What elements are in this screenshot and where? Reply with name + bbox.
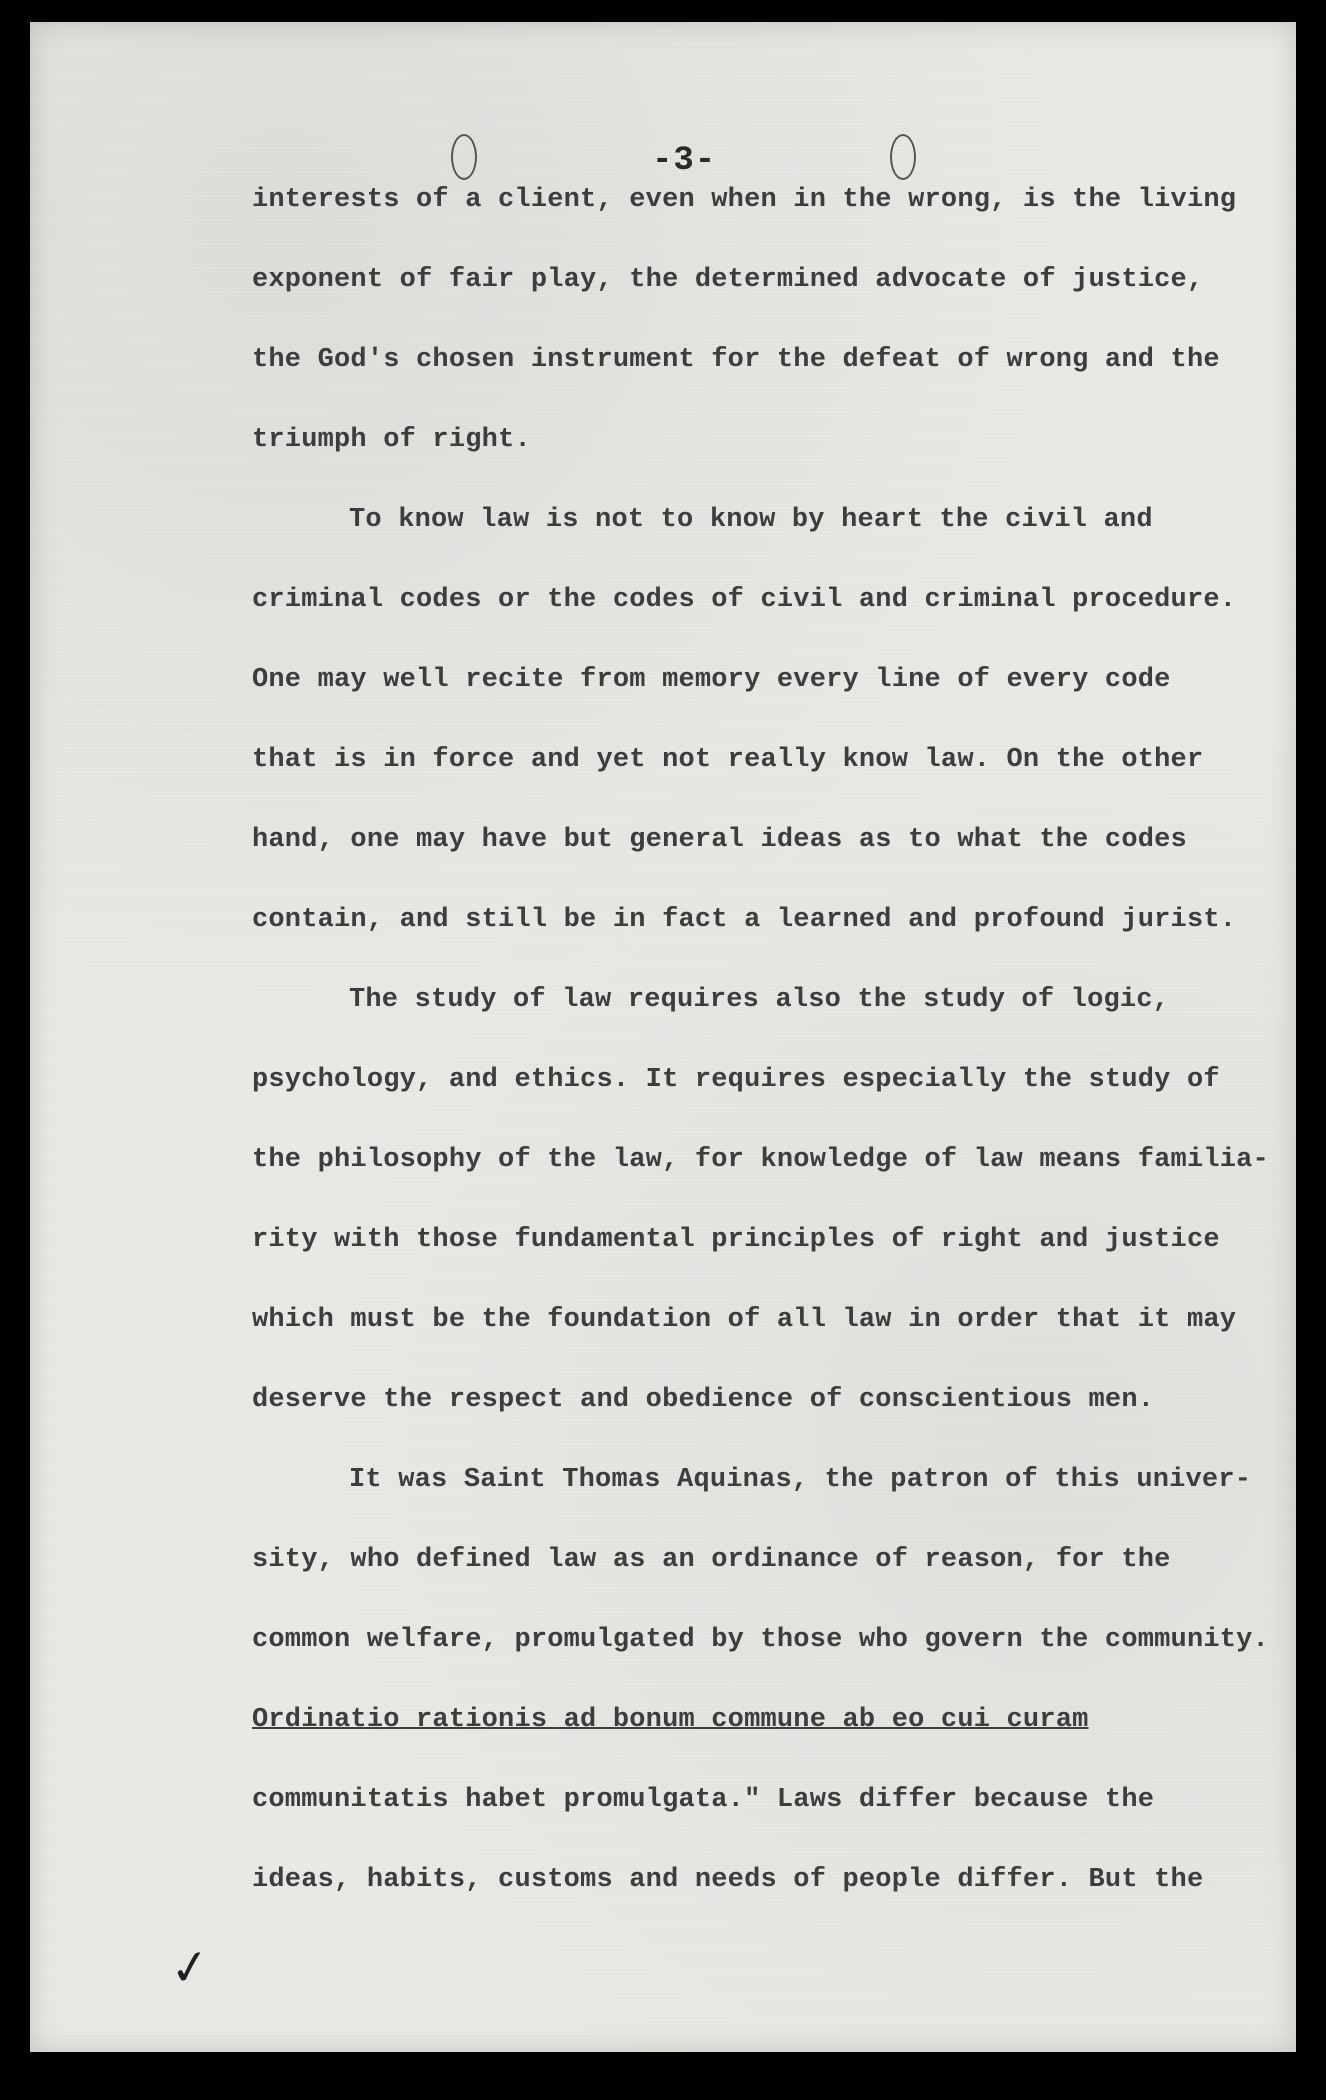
- text-line: the philosophy of the law, for knowledge of law means familia-: [252, 1145, 1269, 1175]
- text-line: sity, who defined law as an ordinance of reason, for the: [252, 1545, 1171, 1575]
- text-line: psychology, and ethics. It requires especially the study of: [252, 1065, 1220, 1095]
- checkmark-icon: ✓: [166, 1937, 214, 1999]
- text-line: the God's chosen instrument for the defeat of wrong and the: [252, 345, 1220, 375]
- text-line: exponent of fair play, the determined advocate of justice,: [252, 265, 1204, 295]
- text-line: rity with those fundamental principles of right and justice: [252, 1225, 1220, 1255]
- text-line: One may well recite from memory every line of every code: [252, 665, 1171, 695]
- latin-quote-line: Ordinatio rationis ad bonum commune ab eo cui curam: [252, 1705, 1089, 1735]
- text-line: deserve the respect and obedience of conscientious men.: [252, 1385, 1155, 1415]
- text-line: To know law is not to know by heart the civil and: [349, 505, 1153, 535]
- text-line: interests of a client, even when in the wrong, is the living: [252, 185, 1237, 215]
- text-line: contain, and still be in fact a learned and profound jurist.: [252, 905, 1237, 935]
- body-text: [252, 180, 1269, 1940]
- text-line: The study of law requires also the study of logic,: [349, 985, 1170, 1015]
- text-line: that is in force and yet not really know law. On the other: [252, 745, 1204, 775]
- scan-border: [0, 0, 28, 2100]
- text-line: which must be the foundation of all law in order that it may: [252, 1305, 1237, 1335]
- text-line: criminal codes or the codes of civil and criminal procedure.: [252, 585, 1237, 615]
- text-line: ideas, habits, customs and needs of people differ. But the: [252, 1865, 1204, 1895]
- punch-hole-left: [451, 134, 477, 180]
- punch-hole-right: [890, 134, 916, 180]
- text-line: common welfare, promulgated by those who govern the community.: [252, 1625, 1269, 1655]
- text-line: hand, one may have but general ideas as to what the codes: [252, 825, 1187, 855]
- page-number: -3-: [652, 142, 717, 180]
- text-line: communitatis habet promulgata." Laws differ because the: [252, 1785, 1155, 1815]
- text-line: triumph of right.: [252, 425, 531, 455]
- text-line: It was Saint Thomas Aquinas, the patron of this univer-: [349, 1465, 1252, 1495]
